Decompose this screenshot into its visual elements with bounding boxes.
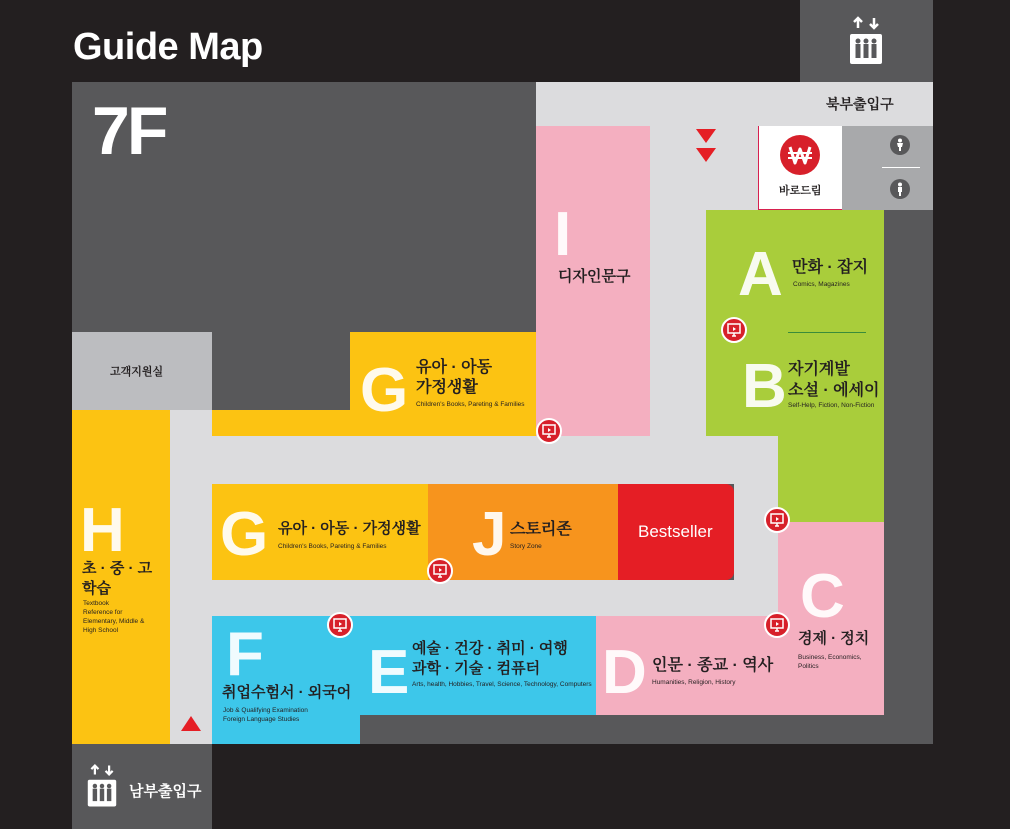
zone-divider-line (788, 332, 866, 333)
zone-letter: A (738, 240, 783, 309)
zone-english-name: Arts, health, Hobbies, Travel, Science, Technology, Computers (412, 681, 592, 688)
search-kiosk-icon[interactable] (327, 612, 353, 638)
zone-english-name: Self-Help, Fiction, Non-Fiction (788, 402, 875, 409)
corridor-lower (170, 580, 778, 616)
zone-name: 디자인문구 (558, 268, 631, 285)
search-kiosk-icon[interactable] (764, 507, 790, 533)
zone-H[interactable] (72, 410, 170, 744)
escalator-down-arrow (696, 129, 716, 143)
zone-B-extension (778, 436, 884, 522)
zone-name: 만화 · 잡지 (792, 259, 869, 276)
zone-J[interactable] (428, 484, 618, 580)
zone-letter: B (742, 352, 787, 421)
zone-english-name: High School (83, 627, 119, 634)
zone-name: 인문 · 종교 · 역사 (652, 657, 774, 674)
floor-label: 7F (92, 93, 166, 169)
zone-english-name: Humanities, Religion, History (652, 679, 736, 686)
zone-english-name: Children's Books, Pareting & Families (278, 543, 387, 550)
zone-letter: D (602, 638, 647, 707)
search-kiosk-icon[interactable] (427, 558, 453, 584)
zone-english-name: Business, Economics, (798, 654, 862, 661)
elevator-icon (848, 16, 884, 71)
zone-A[interactable] (706, 210, 884, 334)
won-icon (780, 135, 820, 175)
zone-G-mid[interactable] (212, 484, 428, 580)
page-title: Guide Map (73, 26, 263, 68)
zone-letter: C (800, 562, 845, 631)
zone-name: 학습 (82, 580, 111, 597)
zone-name: 경제 · 정치 (798, 630, 870, 647)
north-exit-label: 북부출입구 (826, 96, 894, 112)
search-kiosk-icon[interactable] (721, 317, 747, 343)
restroom-icon (890, 179, 910, 204)
bestseller-label: Bestseller (638, 522, 713, 541)
customer-service-label: 고객지원실 (110, 366, 164, 378)
zone-english-name: Job & Qualifying Examination (223, 707, 308, 714)
zone-english-name: Elementary, Middle & (83, 618, 145, 625)
zone-name: 취업수험서 · 외국어 (222, 684, 352, 701)
zone-name: 초 · 중 · 고 (82, 560, 153, 577)
zone-name: 소설 · 에세이 (788, 382, 880, 399)
search-kiosk-icon[interactable] (536, 418, 562, 444)
zone-G-top[interactable] (350, 332, 536, 436)
zone-letter: I (554, 200, 572, 269)
zone-letter: G (360, 356, 409, 425)
zone-letter: E (368, 638, 410, 707)
corridor-horizontal-mid (170, 436, 778, 484)
zone-name: 가정생활 (416, 379, 478, 396)
bar-dream-label: 바로드림 (779, 185, 822, 197)
restroom-block (842, 126, 933, 210)
bar-dream-counter[interactable] (758, 126, 842, 210)
zone-D[interactable] (596, 616, 778, 715)
zone-english-name: Children's Books, Pareting & Families (416, 401, 525, 408)
search-kiosk-icon[interactable] (764, 612, 790, 638)
zone-name: 유아 · 아동 · 가정생활 (278, 520, 421, 537)
zone-letter: H (80, 496, 125, 565)
escalator-up-arrow (181, 716, 201, 731)
zone-english-name: Foreign Language Studies (223, 716, 300, 723)
escalator-down-arrow (696, 148, 716, 162)
zone-E[interactable] (360, 616, 596, 715)
zone-name: 스토리존 (510, 521, 572, 538)
customer-service-room[interactable] (72, 332, 212, 410)
south-exit-label: 남부출입구 (129, 783, 202, 800)
zone-letter: G (220, 500, 269, 569)
zone-english-name: Politics (798, 663, 819, 670)
elevator-icon (86, 762, 118, 815)
zone-name: 예술 · 건강 · 취미 · 여행 (412, 640, 568, 657)
zone-G-top-extension (212, 410, 350, 436)
corridor-left-vertical (170, 410, 212, 744)
zone-name: 과학 · 기술 · 컴퓨터 (412, 660, 541, 677)
zone-bestseller[interactable] (618, 484, 734, 580)
zone-english-name: Textbook (83, 600, 110, 607)
zone-name: 유아 · 아동 (416, 359, 493, 376)
zone-english-name: Reference for (83, 609, 123, 616)
zone-C[interactable] (778, 522, 884, 715)
restroom-icon (890, 135, 910, 160)
zone-letter: J (472, 500, 507, 569)
zone-english-name: Story Zone (510, 543, 542, 550)
zone-I[interactable] (536, 126, 650, 436)
zone-name: 자기계발 (788, 361, 850, 378)
zone-english-name: Comics, Magazines (793, 281, 850, 288)
restroom-divider (882, 167, 920, 168)
zone-letter: F (226, 620, 264, 689)
